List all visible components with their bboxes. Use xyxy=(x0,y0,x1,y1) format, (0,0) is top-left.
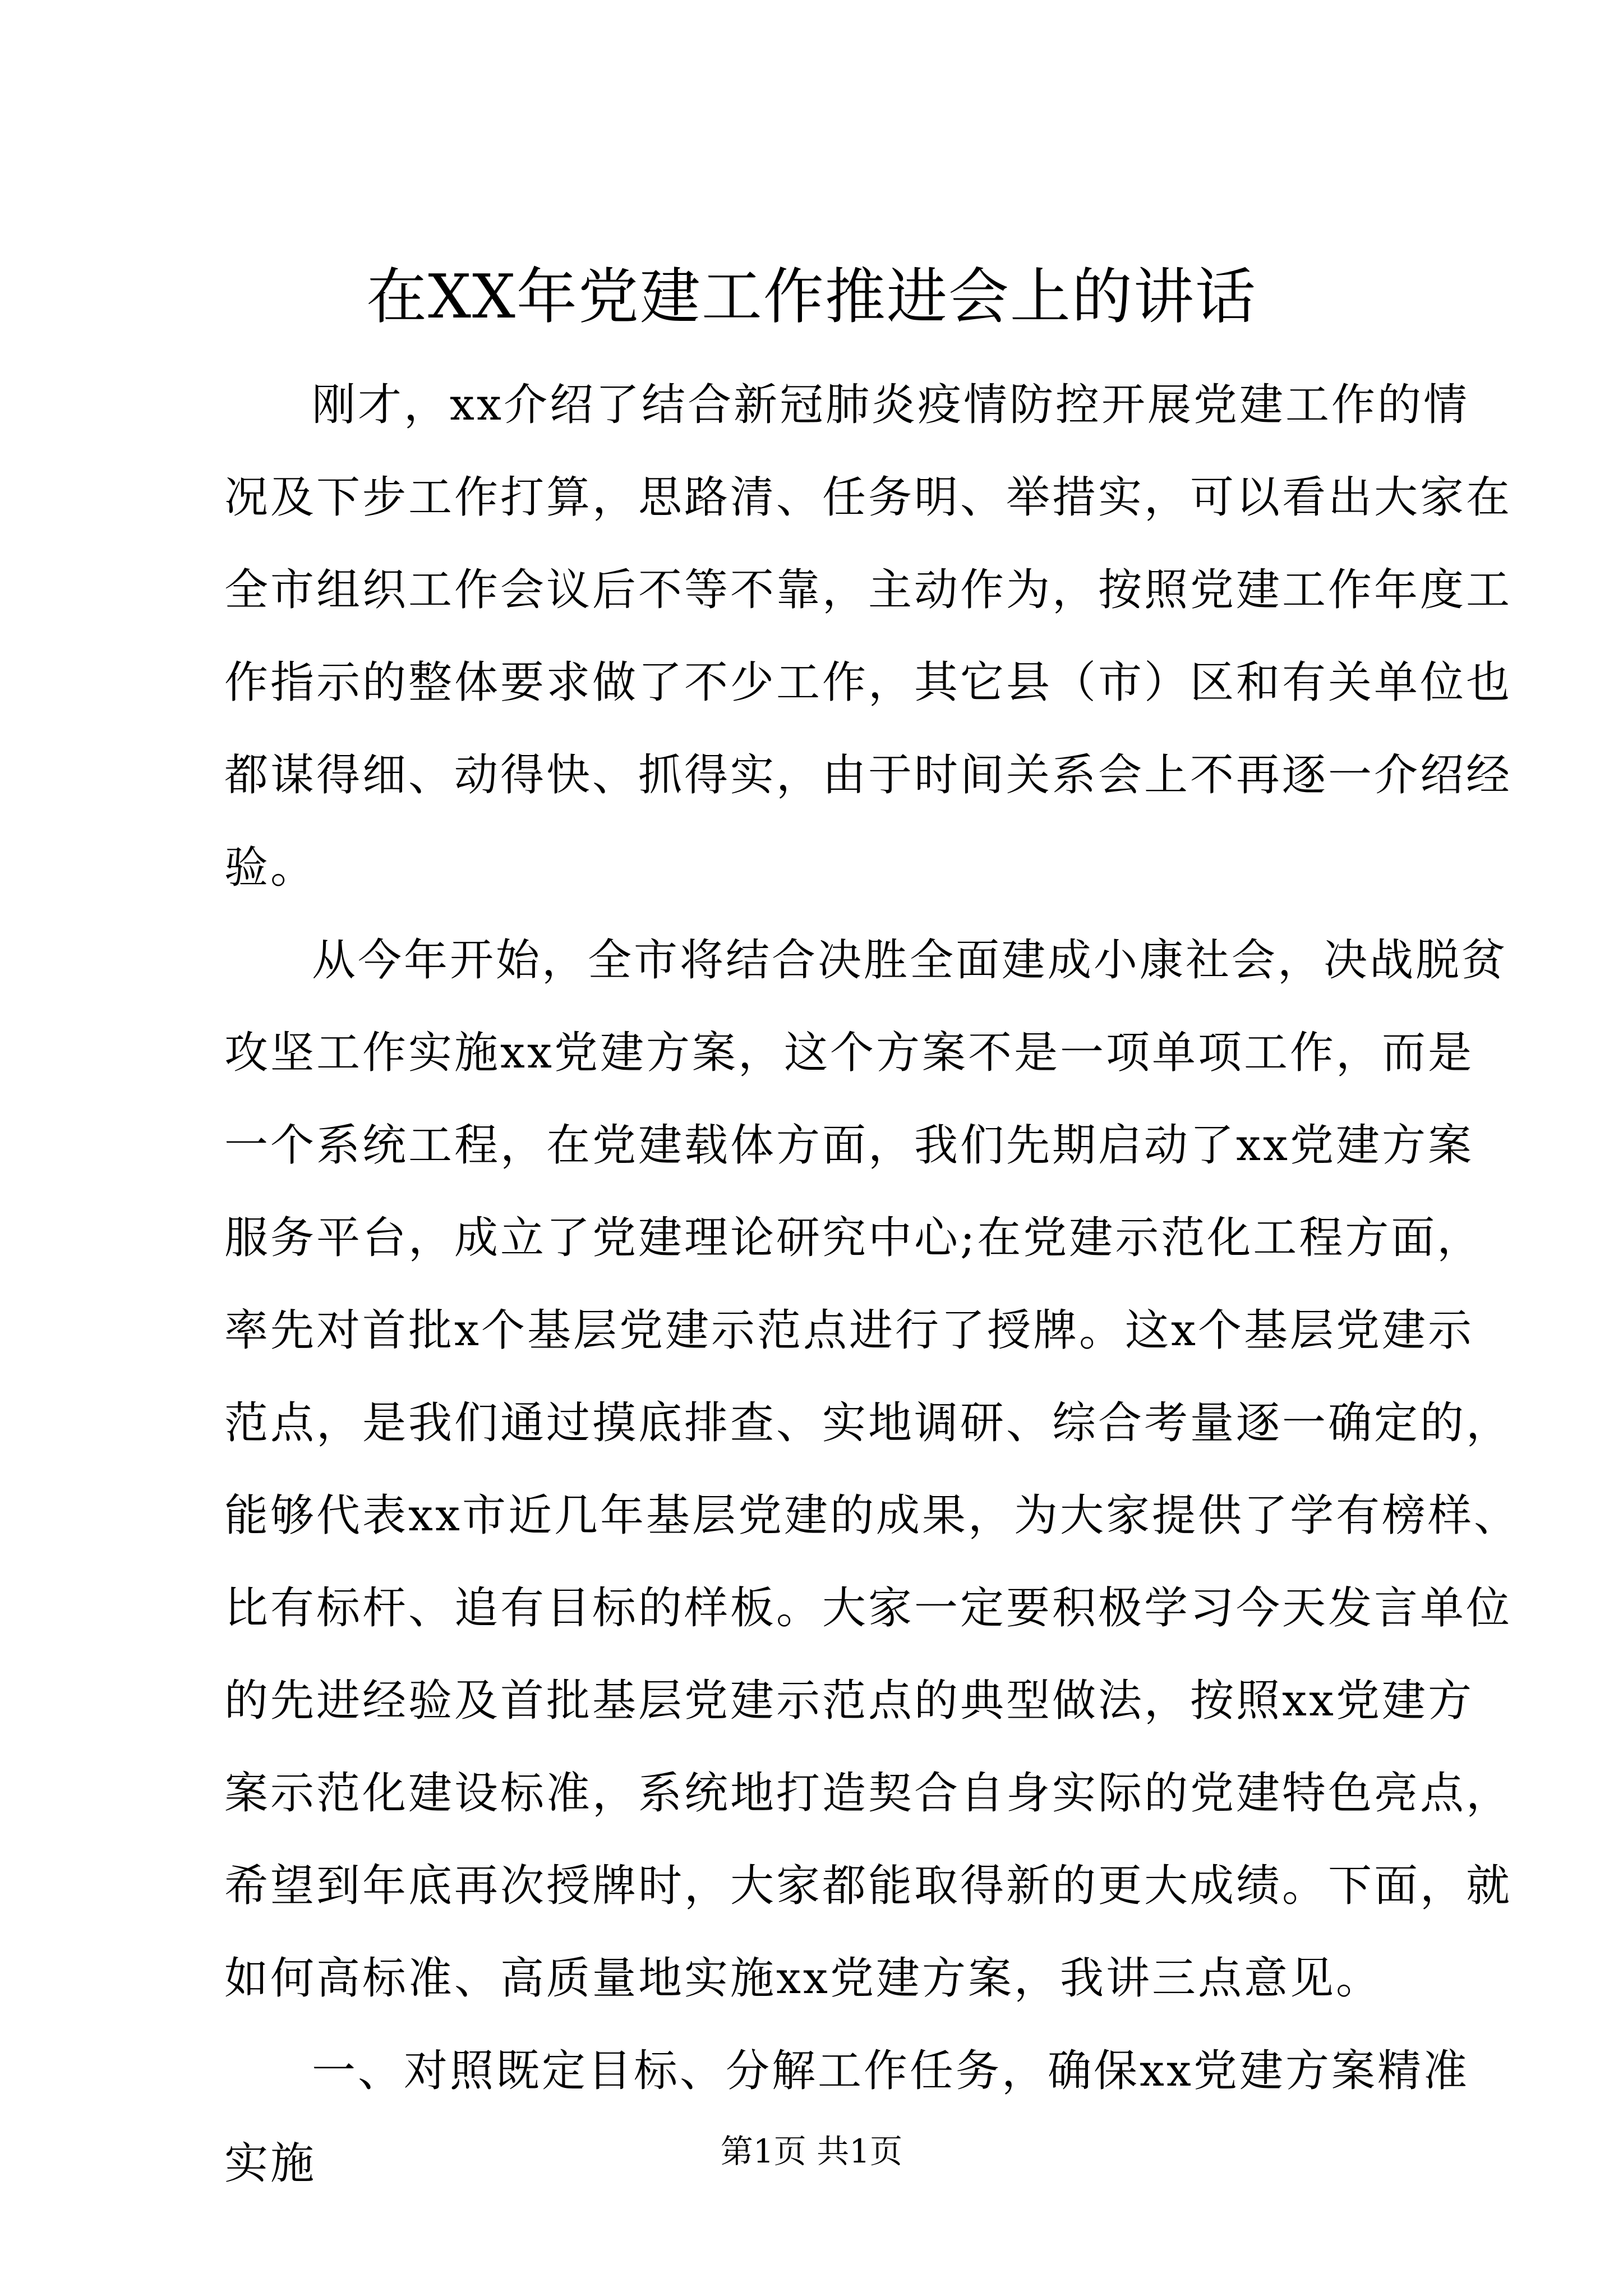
page-footer: 第1页 共1页 xyxy=(720,2132,903,2170)
text-line: 希望到年底再次授牌时，大家都能取得新的更大成绩。下面，就 xyxy=(224,1861,1513,1911)
section-heading-1 xyxy=(224,2025,1469,2210)
text-line: 一、对照既定目标、分解工作任务，确保xx党建方案精准 xyxy=(312,2046,1469,2096)
text-line: 况及下步工作打算，思路清、任务明、举措实，可以看出大家在 xyxy=(224,472,1513,523)
text-line: 验。 xyxy=(224,843,317,893)
text-line: 都谋得细、动得快、抓得实，由于时间关系会上不再逐一介绍经 xyxy=(224,750,1513,800)
text-line: 的先进经验及首批基层党建示范点的典型做法，按照xx党建方 xyxy=(224,1676,1474,1726)
text-line: 比有标杆、追有目标的样板。大家一定要积极学习今天发言单位 xyxy=(224,1583,1513,1634)
text-line: 服务平台，成立了党建理论研究中心;在党建示范化工程方面， xyxy=(224,1213,1483,1263)
text-line: 如何高标准、高质量地实施xx党建方案，我讲三点意见。 xyxy=(224,1953,1382,2004)
text-line: 范点，是我们通过摸底排查、实地调研、综合考量逐一确定的， xyxy=(224,1398,1513,1448)
text-line: 全市组织工作会议后不等不靠，主动作为，按照党建工作年度工 xyxy=(224,565,1513,615)
text-line: 刚才，xx介绍了结合新冠肺炎疫情防控开展党建工作的情 xyxy=(312,380,1469,430)
text-line: 攻坚工作实施xx党建方案，这个方案不是一项单项工作，而是 xyxy=(224,1028,1474,1078)
text-line: 能够代表xx市近几年基层党建的成果，为大家提供了学有榜样、 xyxy=(224,1490,1520,1541)
text-line: 率先对首批x个基层党建示范点进行了授牌。这x个基层党建示 xyxy=(224,1305,1474,1356)
text-line: 实施 xyxy=(224,2138,317,2189)
document-body xyxy=(224,359,1520,2210)
paragraph-2 xyxy=(224,914,1520,2025)
document-title: 在XX年党建工作推进会上的讲话 xyxy=(366,262,1257,332)
paragraph-1 xyxy=(224,359,1513,914)
text-line: 案示范化建设标准，系统地打造契合自身实际的党建特色亮点， xyxy=(224,1768,1513,1819)
text-line: 一个系统工程，在党建载体方面，我们先期启动了xx党建方案 xyxy=(224,1120,1474,1171)
text-line: 作指示的整体要求做了不少工作，其它县（市）区和有关单位也 xyxy=(224,657,1513,708)
text-line: 从今年开始，全市将结合决胜全面建成小康社会，决战脱贫 xyxy=(312,935,1508,986)
